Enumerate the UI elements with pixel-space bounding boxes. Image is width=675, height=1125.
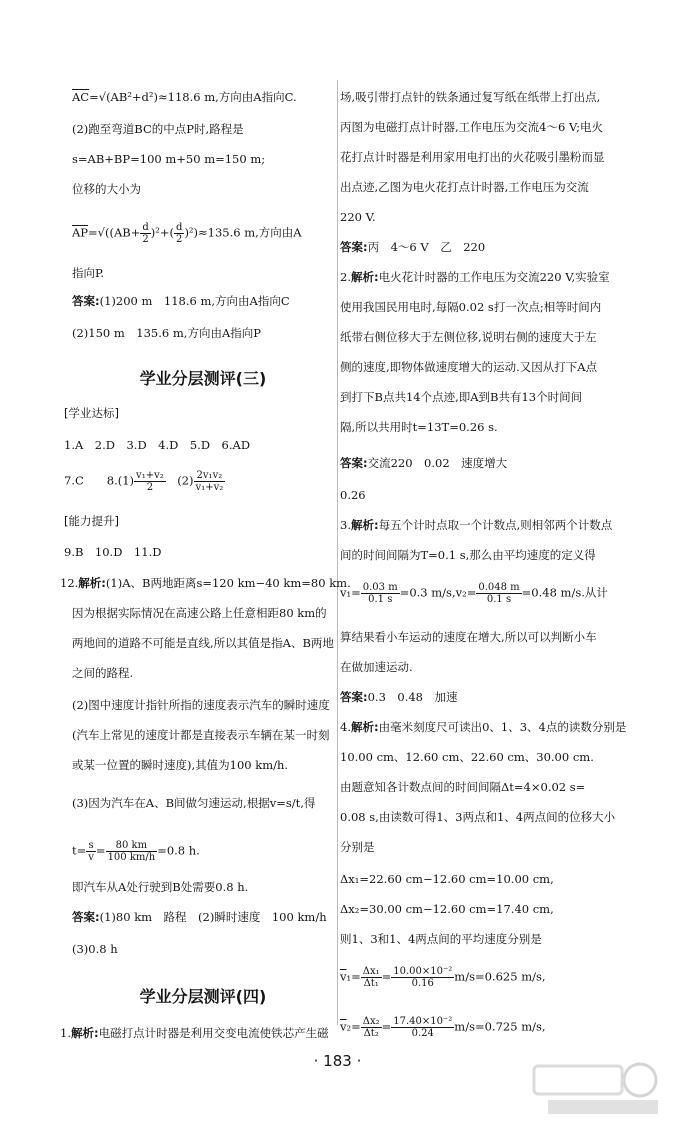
line: 隔,所以共用时t=13T=0.26 s. xyxy=(340,420,498,434)
line: 分别是 xyxy=(340,840,375,854)
line: 9.B 10.D 11.D xyxy=(64,545,162,559)
line: $\overline{AP}=√((AB+$ $\frac{d}{2}$ )²+( $\frac{d}{2}$ )²)≈135.6 m,方向由A xyxy=(72,222,302,245)
question: 3.解析:每五个计时点取一个计数点,则相邻两个计数点 xyxy=(340,518,613,532)
line: 间的时间间隔为T=0.1 s,那么由平均速度的定义得 xyxy=(340,548,596,562)
question: 1.解析:电磁打点计时器是利用交变电流使铁芯产生磁 xyxy=(60,1026,329,1040)
answer: 答案:丙 4～6 V 乙 220 xyxy=(340,240,486,254)
line: 花打点计时器是利用家用电打出的火花吸引墨粉而显 xyxy=(340,150,605,164)
line: 到打下B点共14个点迹,即A到B共有13个时间间 xyxy=(340,390,583,404)
line: $\overline{v}_2=$ $\frac{\text{Δx₂}}{\text{Δt₂}}$ = $\frac{\text{17.40×10⁻²}}{0.24}$ m/s=0.725 m/s, xyxy=(340,1016,546,1039)
line: Δx₁=22.60 cm−12.60 cm=10.00 cm, xyxy=(340,872,554,886)
line: 1.A 2.D 3.D 4.D 5.D 6.AD xyxy=(64,438,251,452)
line: (2)跑至弯道BC的中点P时,路程是 xyxy=(72,122,244,136)
section-title: 学业分层测评(三) xyxy=(139,369,267,388)
line: Δx₂=30.00 cm−12.60 cm=17.40 cm, xyxy=(340,902,554,916)
answer: (2)150 m 135.6 m,方向由A指向P xyxy=(72,326,261,340)
line: 两地间的道路不可能是直线,所以其值是指A、B两地 xyxy=(72,636,334,650)
section-title: 学业分层测评(四) xyxy=(139,987,267,1006)
page-number: · 183 · xyxy=(313,1052,362,1070)
line: 场,吸引带打点针的铁条通过复写纸在纸带上打出点, xyxy=(340,90,601,104)
line: 之间的路程. xyxy=(72,666,134,680)
line: 丙图为电磁打点计时器,工作电压为交流4～6 V;电火 xyxy=(340,120,603,134)
line: 使用我国民用电时,每隔0.02 s打一次点;相等时间内 xyxy=(340,300,602,314)
line: v₁= $\frac{0.03 m}{0.1 s}$ =0.3 m/s,v₂= $\frac{0.048 m}{0.1 s}$ =0.48 m/s.从计 xyxy=(340,582,608,605)
line: 220 V. xyxy=(340,210,376,224)
line: 因为根据实际情况在高速公路上任意相距80 km的 xyxy=(72,606,327,620)
answer: (3)0.8 h xyxy=(72,942,118,956)
line: 0.08 s,由读数可得1、3两点和1、4两点间的位移大小 xyxy=(340,810,616,824)
line: 纸带右侧位移大于左侧位移,说明右侧的速度大于左 xyxy=(340,330,597,344)
question: 4.解析:由毫米刻度尺可读出0、1、3、4点的读数分别是 xyxy=(340,720,627,734)
column-divider xyxy=(337,80,338,1025)
line: 或某一位置的瞬时速度),其值为100 km/h. xyxy=(72,758,289,772)
line: 指向P. xyxy=(72,266,105,280)
line: 侧的速度,即物体做速度增大的运动.又因从打下A点 xyxy=(340,360,598,374)
watermark-logo xyxy=(528,1060,668,1118)
line: 即汽车从A处行驶到B处需要0.8 h. xyxy=(72,880,249,894)
answer: 0.26 xyxy=(340,488,366,502)
line: (汽车上常见的速度计都是直接表示车辆在某一时刻 xyxy=(72,728,330,742)
answer: 答案:交流220 0.02 速度增大 xyxy=(340,456,508,470)
line: 由题意知各计数点间的时间间隔Δt=4×0.02 s= xyxy=(340,780,586,794)
line: $\overline{AC}=√(AB^2+d^2)\approx 118.6$ m,方向由A指向C. xyxy=(72,90,297,104)
line: (3)因为汽车在A、B间做匀速运动,根据v=s/t,得 xyxy=(72,796,316,810)
line: 则1、3和1、4两点间的平均速度分别是 xyxy=(340,932,542,946)
answer: 答案:(1)200 m 118.6 m,方向由A指向C xyxy=(72,294,290,308)
answer: 答案:(1)80 km 路程 (2)瞬时速度 100 km/h xyxy=(72,910,327,924)
subsection-label: [学业达标] xyxy=(64,406,119,420)
line: t= $\frac{s}{v}$ = $\frac{80 km}{100 km/h}$ =0.8 h. xyxy=(72,840,200,863)
line: 10.00 cm、12.60 cm、22.60 cm、30.00 cm. xyxy=(340,750,594,764)
line: s=AB+BP=100 m+50 m=150 m; xyxy=(72,152,266,166)
line: 算结果看小车运动的速度在增大,所以可以判断小车 xyxy=(340,630,597,644)
answer: 答案:0.3 0.48 加速 xyxy=(340,690,458,704)
line: (2)图中速度计指针所指的速度表示汽车的瞬时速度 xyxy=(72,698,330,712)
line: 在做加速运动. xyxy=(340,660,413,674)
subsection-label: [能力提升] xyxy=(64,514,119,528)
question: 2.解析:电火花计时器的工作电压为交流220 V,实验室 xyxy=(340,270,610,284)
line: 7.C 8.(1) $\frac{\text{v₁+v₂}}{2}$ (2) $\frac{\text{2v₁v₂}}{\text{v₁+v₂}}$ xyxy=(64,470,224,493)
line: 出点迹,乙图为电火花打点计时器,工作电压为交流 xyxy=(340,180,589,194)
line: 位移的大小为 xyxy=(72,182,141,196)
line: $\overline{v}_1=$ $\frac{\text{Δx₁}}{\text{Δt₁}}$ = $\frac{\text{10.00×10⁻²}}{0.16}$ m/s=0.625 m/s, xyxy=(340,966,546,989)
question: 12.解析:(1)A、B两地距离s=120 km−40 km=80 km. xyxy=(60,576,351,590)
